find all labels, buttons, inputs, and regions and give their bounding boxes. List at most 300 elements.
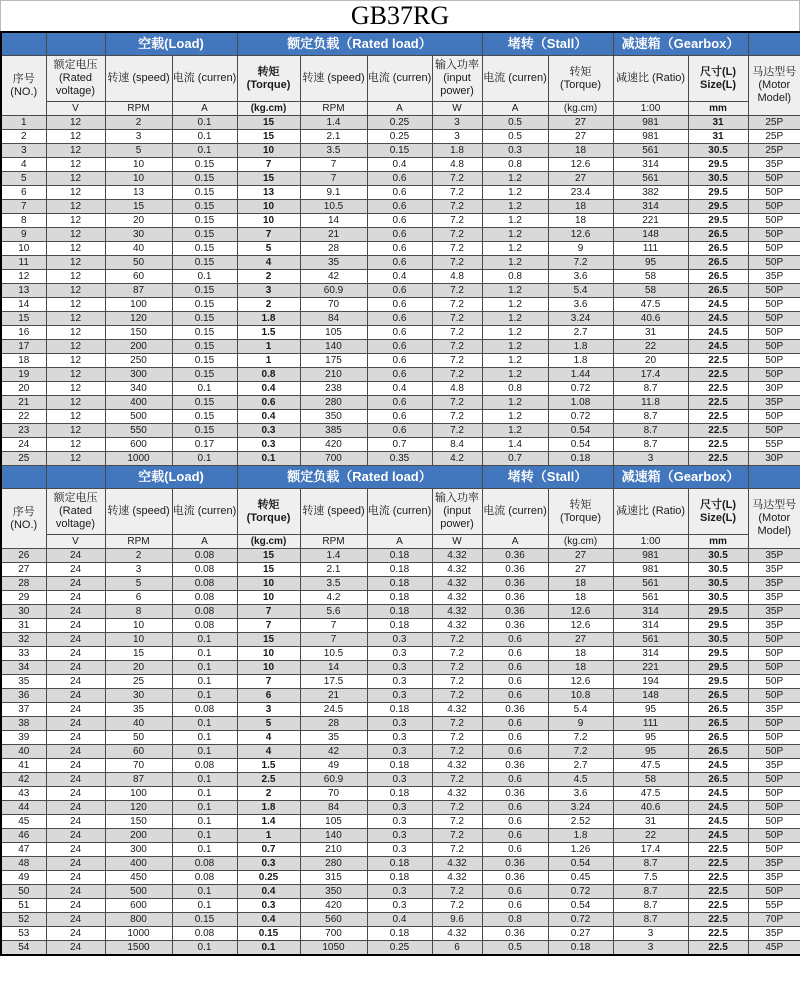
cell: 561 — [613, 577, 688, 591]
cell: 24 — [46, 647, 105, 661]
unit-row-1 — [1, 535, 800, 549]
cell: 14 — [300, 661, 367, 675]
table-row — [1, 675, 800, 689]
cell: 7.2 — [548, 731, 613, 745]
cell: 26.5 — [688, 270, 748, 284]
cell: 0.6 — [482, 829, 548, 843]
cell: 10 — [1, 242, 46, 256]
cell: 35P — [748, 619, 800, 633]
cell: 22 — [1, 410, 46, 424]
unit-cell: A — [172, 102, 237, 116]
unit-cell: (kg.cm) — [548, 535, 613, 549]
cell: 1.2 — [482, 368, 548, 382]
cell: 400 — [105, 396, 172, 410]
cell: 4.32 — [432, 591, 482, 605]
cell: 15 — [237, 172, 300, 186]
cell: 22.5 — [688, 871, 748, 885]
unit-cell: A — [367, 535, 432, 549]
group-header-spacer — [1, 32, 46, 56]
cell: 238 — [300, 382, 367, 396]
column-header-cell: 转矩 (Torque) — [548, 489, 613, 535]
cell: 21 — [300, 689, 367, 703]
cell: 0.36 — [482, 787, 548, 801]
unit-cell: (kg.cm) — [548, 102, 613, 116]
cell: 30.5 — [688, 144, 748, 158]
cell: 0.15 — [172, 354, 237, 368]
cell: 40 — [105, 717, 172, 731]
cell: 27 — [548, 563, 613, 577]
cell: 50P — [748, 298, 800, 312]
cell: 550 — [105, 424, 172, 438]
column-header-cell: 尺寸(L) Size(L) — [688, 56, 748, 102]
cell: 25P — [748, 144, 800, 158]
cell: 33 — [1, 647, 46, 661]
cell: 0.54 — [548, 438, 613, 452]
cell: 700 — [300, 927, 367, 941]
cell: 0.6 — [367, 186, 432, 200]
cell: 560 — [300, 913, 367, 927]
column-header-cell: 转矩 (Torque) — [237, 489, 300, 535]
table-row — [1, 605, 800, 619]
cell: 35 — [300, 256, 367, 270]
cell: 24 — [46, 857, 105, 871]
cell: 0.8 — [237, 368, 300, 382]
cell: 22.5 — [688, 424, 748, 438]
cell: 0.1 — [172, 144, 237, 158]
cell: 12.6 — [548, 228, 613, 242]
cell: 24 — [46, 661, 105, 675]
cell: 0.7 — [237, 843, 300, 857]
cell: 5 — [105, 577, 172, 591]
cell: 0.7 — [367, 438, 432, 452]
cell: 22 — [613, 829, 688, 843]
column-header-cell: 电流 (curren) — [367, 489, 432, 535]
cell: 9 — [548, 242, 613, 256]
cell: 7.2 — [432, 689, 482, 703]
cell: 18 — [548, 144, 613, 158]
cell: 35 — [105, 703, 172, 717]
cell: 981 — [613, 549, 688, 563]
cell: 5.6 — [300, 605, 367, 619]
cell: 35P — [748, 857, 800, 871]
cell: 18 — [1, 354, 46, 368]
cell: 24 — [46, 773, 105, 787]
cell: 26.5 — [688, 228, 748, 242]
cell: 111 — [613, 717, 688, 731]
cell: 0.6 — [367, 214, 432, 228]
cell: 600 — [105, 899, 172, 913]
table-row — [1, 787, 800, 801]
cell: 8.7 — [613, 913, 688, 927]
group-header-cell: 堵转（Stall） — [482, 32, 613, 56]
cell: 50P — [748, 661, 800, 675]
cell: 10.8 — [548, 689, 613, 703]
cell: 4.32 — [432, 605, 482, 619]
cell: 0.08 — [172, 619, 237, 633]
cell: 20 — [613, 354, 688, 368]
cell: 14 — [1, 298, 46, 312]
table-row — [1, 661, 800, 675]
cell: 95 — [613, 703, 688, 717]
cell: 87 — [105, 773, 172, 787]
cell: 26.5 — [688, 256, 748, 270]
cell: 314 — [613, 605, 688, 619]
cell: 1.2 — [482, 200, 548, 214]
unit-row-0 — [1, 102, 800, 116]
cell: 280 — [300, 396, 367, 410]
cell: 29 — [1, 591, 46, 605]
cell: 981 — [613, 563, 688, 577]
cell: 0.3 — [367, 675, 432, 689]
cell: 24 — [46, 549, 105, 563]
cell: 10 — [105, 172, 172, 186]
table-row — [1, 703, 800, 717]
cell: 7.2 — [432, 326, 482, 340]
cell: 2 — [237, 270, 300, 284]
table-row — [1, 647, 800, 661]
cell: 0.08 — [172, 871, 237, 885]
table-row — [1, 689, 800, 703]
cell: 50P — [748, 284, 800, 298]
table-row — [1, 410, 800, 424]
cell: 22.5 — [688, 843, 748, 857]
table-row — [1, 745, 800, 759]
cell: 0.15 — [172, 410, 237, 424]
cell: 15 — [105, 200, 172, 214]
cell: 1000 — [105, 927, 172, 941]
cell: 25P — [748, 116, 800, 130]
cell: 221 — [613, 214, 688, 228]
cell: 53 — [1, 927, 46, 941]
table-row — [1, 913, 800, 927]
cell: 7.2 — [432, 745, 482, 759]
cell: 50P — [748, 801, 800, 815]
cell: 0.08 — [172, 549, 237, 563]
cell: 29.5 — [688, 661, 748, 675]
cell: 44 — [1, 801, 46, 815]
cell: 95 — [613, 745, 688, 759]
cell: 7.2 — [432, 172, 482, 186]
group-header-cell: 额定负载（Rated load） — [237, 32, 482, 56]
cell: 561 — [613, 591, 688, 605]
cell: 7.2 — [432, 396, 482, 410]
cell: 17 — [1, 340, 46, 354]
cell: 0.3 — [367, 689, 432, 703]
table-row — [1, 186, 800, 200]
cell: 35P — [748, 158, 800, 172]
cell: 12 — [1, 270, 46, 284]
cell: 70 — [300, 787, 367, 801]
cell: 0.6 — [367, 242, 432, 256]
cell: 7.2 — [432, 675, 482, 689]
cell: 0.8 — [482, 270, 548, 284]
cell: 0.6 — [482, 843, 548, 857]
cell: 30P — [748, 452, 800, 466]
cell: 24 — [46, 633, 105, 647]
cell: 0.1 — [172, 452, 237, 466]
cell: 35 — [300, 731, 367, 745]
cell: 314 — [613, 158, 688, 172]
cell: 0.1 — [237, 941, 300, 956]
group-header-cell: 减速箱（Gearbox） — [613, 32, 748, 56]
cell: 2 — [237, 787, 300, 801]
cell: 0.45 — [548, 871, 613, 885]
cell: 0.18 — [367, 619, 432, 633]
cell: 1 — [237, 340, 300, 354]
column-header-cell: 马达型号 (Motor Model) — [748, 489, 800, 549]
cell: 28 — [1, 577, 46, 591]
cell: 0.18 — [548, 452, 613, 466]
cell: 52 — [1, 913, 46, 927]
cell: 450 — [105, 871, 172, 885]
cell: 4.5 — [548, 773, 613, 787]
cell: 1.4 — [482, 438, 548, 452]
cell: 12 — [46, 116, 105, 130]
cell: 24 — [46, 913, 105, 927]
cell: 7.2 — [432, 368, 482, 382]
cell: 10 — [237, 200, 300, 214]
table-row — [1, 312, 800, 326]
cell: 200 — [105, 340, 172, 354]
cell: 50P — [748, 829, 800, 843]
cell: 0.18 — [367, 549, 432, 563]
cell: 0.36 — [482, 927, 548, 941]
cell: 12 — [46, 438, 105, 452]
cell: 12 — [46, 214, 105, 228]
cell: 1050 — [300, 941, 367, 956]
cell: 60.9 — [300, 284, 367, 298]
cell: 58 — [613, 773, 688, 787]
cell: 1 — [1, 116, 46, 130]
cell: 22.5 — [688, 941, 748, 956]
cell: 30 — [105, 689, 172, 703]
cell: 47.5 — [613, 298, 688, 312]
cell: 9.1 — [300, 186, 367, 200]
group-header-row-0 — [1, 32, 800, 56]
cell: 12 — [46, 242, 105, 256]
cell: 1.2 — [482, 312, 548, 326]
cell: 24 — [46, 689, 105, 703]
cell: 0.15 — [172, 242, 237, 256]
unit-cell: A — [172, 535, 237, 549]
cell: 0.72 — [548, 382, 613, 396]
cell: 12 — [46, 326, 105, 340]
cell: 7 — [237, 675, 300, 689]
cell: 27 — [548, 549, 613, 563]
cell: 0.3 — [367, 815, 432, 829]
cell: 0.15 — [172, 158, 237, 172]
column-header-cell: 减速比 (Ratio) — [613, 489, 688, 535]
cell: 0.6 — [237, 396, 300, 410]
cell: 0.6 — [482, 899, 548, 913]
cell: 0.08 — [172, 605, 237, 619]
cell: 24.5 — [688, 312, 748, 326]
cell: 24 — [46, 927, 105, 941]
cell: 7 — [237, 228, 300, 242]
cell: 24 — [46, 787, 105, 801]
cell: 31 — [688, 116, 748, 130]
cell: 148 — [613, 689, 688, 703]
cell: 0.15 — [237, 927, 300, 941]
cell: 24 — [46, 717, 105, 731]
cell: 0.25 — [237, 871, 300, 885]
cell: 8.4 — [432, 438, 482, 452]
cell: 12 — [46, 172, 105, 186]
cell: 5 — [1, 172, 46, 186]
cell: 35P — [748, 703, 800, 717]
cell: 60 — [105, 270, 172, 284]
column-header-row-0 — [1, 56, 800, 102]
cell: 0.54 — [548, 857, 613, 871]
page-title: GB37RG — [0, 0, 800, 31]
cell: 7.2 — [432, 647, 482, 661]
cell: 24 — [46, 941, 105, 956]
cell: 7.2 — [432, 214, 482, 228]
column-header-cell: 额定电压 (Rated voltage) — [46, 56, 105, 102]
column-header-cell: 输入功率 (input power) — [432, 489, 482, 535]
cell: 0.6 — [482, 633, 548, 647]
table-row — [1, 424, 800, 438]
cell: 29.5 — [688, 214, 748, 228]
cell: 18 — [548, 214, 613, 228]
cell: 0.6 — [367, 396, 432, 410]
cell: 70P — [748, 913, 800, 927]
cell: 0.18 — [367, 787, 432, 801]
cell: 1.4 — [237, 815, 300, 829]
cell: 35P — [748, 577, 800, 591]
cell: 7.2 — [432, 228, 482, 242]
cell: 24 — [46, 801, 105, 815]
cell: 3 — [432, 116, 482, 130]
cell: 4.32 — [432, 857, 482, 871]
cell: 50P — [748, 675, 800, 689]
cell: 0.36 — [482, 563, 548, 577]
cell: 0.18 — [367, 927, 432, 941]
cell: 0.1 — [172, 787, 237, 801]
cell: 21 — [1, 396, 46, 410]
cell: 22.5 — [688, 438, 748, 452]
cell: 50P — [748, 228, 800, 242]
cell: 0.18 — [367, 759, 432, 773]
cell: 95 — [613, 731, 688, 745]
group-header-spacer — [1, 466, 46, 489]
table-row — [1, 731, 800, 745]
column-header-cell: 序号 (NO.) — [1, 489, 46, 549]
cell: 50P — [748, 354, 800, 368]
cell: 35P — [748, 549, 800, 563]
cell: 43 — [1, 787, 46, 801]
cell: 0.15 — [172, 228, 237, 242]
cell: 500 — [105, 410, 172, 424]
cell: 24.5 — [688, 759, 748, 773]
cell: 12.6 — [548, 675, 613, 689]
cell: 0.6 — [367, 298, 432, 312]
cell: 0.15 — [172, 913, 237, 927]
cell: 24.5 — [688, 801, 748, 815]
cell: 1.2 — [482, 172, 548, 186]
cell: 35 — [1, 675, 46, 689]
cell: 14 — [300, 214, 367, 228]
cell: 350 — [300, 410, 367, 424]
table-row — [1, 619, 800, 633]
cell: 2.7 — [548, 326, 613, 340]
cell: 23 — [1, 424, 46, 438]
cell: 11.8 — [613, 396, 688, 410]
column-header-cell: 转矩 (Torque) — [237, 56, 300, 102]
cell: 3.5 — [300, 144, 367, 158]
cell: 981 — [613, 116, 688, 130]
cell: 0.8 — [482, 382, 548, 396]
cell: 1.2 — [482, 284, 548, 298]
cell: 7 — [237, 605, 300, 619]
cell: 0.17 — [172, 438, 237, 452]
cell: 35P — [748, 927, 800, 941]
table-row — [1, 717, 800, 731]
cell: 50P — [748, 326, 800, 340]
table-row — [1, 326, 800, 340]
cell: 0.15 — [172, 256, 237, 270]
cell: 0.6 — [482, 815, 548, 829]
cell: 12 — [46, 200, 105, 214]
cell: 1000 — [105, 452, 172, 466]
group-header-cell: 堵转（Stall） — [482, 466, 613, 489]
table-row — [1, 815, 800, 829]
cell: 3.5 — [300, 577, 367, 591]
cell: 22.5 — [688, 857, 748, 871]
cell: 13 — [105, 186, 172, 200]
cell: 2.1 — [300, 130, 367, 144]
cell: 0.1 — [172, 130, 237, 144]
cell: 40 — [1, 745, 46, 759]
cell: 981 — [613, 130, 688, 144]
cell: 35P — [748, 605, 800, 619]
cell: 7 — [300, 158, 367, 172]
cell: 12 — [46, 130, 105, 144]
cell: 0.1 — [172, 633, 237, 647]
cell: 24 — [46, 577, 105, 591]
table-row — [1, 340, 800, 354]
cell: 0.08 — [172, 759, 237, 773]
cell: 10 — [237, 144, 300, 158]
cell: 3 — [237, 703, 300, 717]
cell: 10.5 — [300, 200, 367, 214]
cell: 1 — [237, 829, 300, 843]
cell: 200 — [105, 829, 172, 843]
table-row — [1, 214, 800, 228]
cell: 0.1 — [172, 731, 237, 745]
cell: 4 — [237, 256, 300, 270]
cell: 25 — [1, 452, 46, 466]
cell: 22.5 — [688, 354, 748, 368]
cell: 1.2 — [482, 298, 548, 312]
cell: 17.4 — [613, 368, 688, 382]
cell: 22.5 — [688, 899, 748, 913]
cell: 2.1 — [300, 563, 367, 577]
column-header-cell: 转速 (speed) — [105, 489, 172, 535]
cell: 1.2 — [482, 354, 548, 368]
cell: 1.2 — [482, 396, 548, 410]
cell: 50P — [748, 731, 800, 745]
cell: 19 — [1, 368, 46, 382]
cell: 0.3 — [367, 843, 432, 857]
cell: 0.18 — [367, 605, 432, 619]
cell: 35P — [748, 563, 800, 577]
cell: 12.6 — [548, 605, 613, 619]
unit-cell: mm — [688, 102, 748, 116]
table-row — [1, 773, 800, 787]
cell: 18 — [548, 661, 613, 675]
cell: 0.1 — [172, 773, 237, 787]
